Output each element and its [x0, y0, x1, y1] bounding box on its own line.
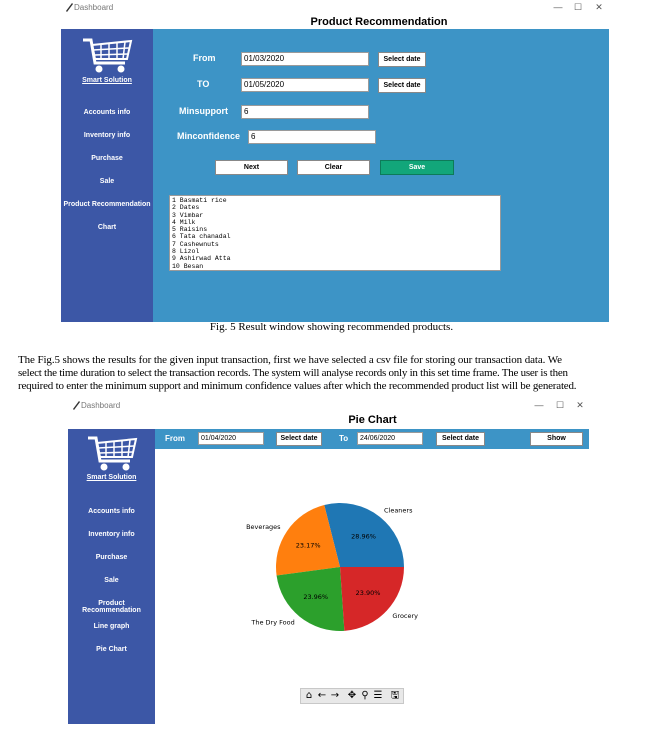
recommendation-list[interactable]	[169, 195, 501, 271]
paragraph-line: The Fig.5 shows the results for the given input transaction, first we have selected a csv file for storing our transaction data. We	[18, 354, 562, 366]
close-button[interactable]: ✕	[576, 400, 584, 410]
configure-subplots-icon[interactable]: ☰	[373, 690, 383, 701]
to-select-date-button[interactable]: Select date	[378, 78, 426, 93]
list-item: 7 Cashewnuts	[172, 240, 219, 248]
paragraph-line: select the time duration to select the transaction records. The system will analyse records only in this set time frame. The user is then	[18, 367, 568, 379]
minimize-button[interactable]: —	[534, 400, 544, 410]
nav-product-recommendation[interactable]: Product Recommendation	[82, 600, 141, 614]
minconfidence-field[interactable]: 6	[248, 130, 376, 144]
nav-product-recommendation[interactable]: Product Recommendation	[63, 201, 151, 208]
nav-chart[interactable]: Chart	[97, 224, 117, 231]
page-title: Product Recommendation	[310, 16, 448, 28]
zoom-icon[interactable]: ⚲	[361, 690, 369, 701]
slice-category-label: Beverages	[246, 522, 281, 531]
home-icon[interactable]: ⌂	[305, 690, 313, 701]
minconfidence-label: Minconfidence	[177, 131, 241, 141]
forward-arrow-icon[interactable]: →	[330, 690, 340, 701]
next-button[interactable]: Next	[215, 160, 288, 175]
nav-inventory-info[interactable]: Inventory info	[88, 531, 135, 538]
window-title: Dashboard	[81, 401, 121, 410]
list-item: 6 Tata chanadal	[172, 233, 231, 241]
pie-chart-window	[66, 398, 589, 724]
brand-label: Smart Solution	[82, 77, 132, 84]
save-icon[interactable]: 🖫	[390, 690, 400, 701]
close-button[interactable]: ✕	[595, 2, 603, 12]
from-date-field[interactable]: 01/04/2020	[198, 432, 264, 445]
nav-sale[interactable]: Sale	[104, 577, 119, 584]
back-arrow-icon[interactable]: ←	[317, 690, 327, 701]
maximize-button[interactable]: ☐	[555, 400, 565, 410]
list-item: 3 Vimbar	[172, 211, 204, 219]
from-select-date-button[interactable]: Select date	[276, 432, 322, 446]
from-label: From	[193, 53, 216, 63]
window-titlebar	[66, 398, 589, 414]
to-date-field[interactable]: 24/06/2020	[357, 432, 423, 445]
window-title: Dashboard	[74, 3, 114, 12]
slice-percent-label: 23.90%	[355, 589, 381, 598]
pie-chart	[226, 473, 476, 653]
minsupport-label: Minsupport	[179, 106, 228, 116]
nav-purchase[interactable]: Purchase	[91, 155, 123, 162]
slice-category-label: Grocery	[392, 611, 419, 620]
date-toolbar	[155, 429, 589, 449]
from-label: From	[165, 434, 185, 443]
main-panel	[153, 29, 609, 322]
feather-icon	[64, 2, 74, 13]
to-select-date-button[interactable]: Select date	[436, 432, 485, 446]
slice-category-label: Cleaners	[383, 506, 413, 515]
figure-caption: Fig. 5 Result window showing recommended products.	[209, 321, 454, 333]
clear-button[interactable]: Clear	[297, 160, 370, 175]
show-button[interactable]: Show	[530, 432, 583, 446]
to-label: To	[339, 434, 349, 443]
nav-pie-chart[interactable]: Pie Chart	[96, 646, 127, 653]
shopping-cart-icon	[86, 433, 140, 473]
list-item: 8 Lizol	[172, 248, 200, 256]
nav-purchase[interactable]: Purchase	[95, 554, 128, 561]
from-select-date-button[interactable]: Select date	[378, 52, 426, 67]
from-date-field[interactable]: 01/03/2020	[241, 52, 369, 66]
pan-icon[interactable]: ✥	[347, 690, 357, 701]
slice-percent-label: 28.96%	[351, 532, 376, 541]
maximize-button[interactable]: ☐	[573, 2, 583, 12]
save-button[interactable]: Save	[380, 160, 454, 175]
slice-category-label: The Dry Food	[251, 618, 295, 627]
sidebar	[68, 429, 155, 724]
slice-percent-label: 23.17%	[295, 541, 321, 550]
page-title: Pie Chart	[348, 414, 397, 426]
nav-inventory-info[interactable]: Inventory info	[83, 132, 131, 139]
minimize-button[interactable]: —	[553, 2, 563, 12]
body-paragraph	[18, 354, 648, 393]
nav-accounts-info[interactable]: Accounts info	[88, 508, 135, 515]
nav-sale[interactable]: Sale	[99, 178, 115, 185]
to-date-field[interactable]: 01/05/2020	[241, 78, 369, 92]
shopping-cart-icon	[81, 35, 135, 75]
pie-slice-grocery	[340, 567, 404, 631]
paragraph-line: required to enter the minimum support and minimum confidence values after which the recommended product list will be generated.	[18, 380, 577, 392]
feather-icon	[71, 400, 81, 411]
list-item: 9 Ashirwad Atta	[172, 255, 231, 263]
list-item: 1 Basmati rice	[172, 197, 227, 204]
list-item: 4 Milk	[172, 218, 196, 226]
slice-percent-label: 23.96%	[303, 592, 329, 601]
window-titlebar	[59, 0, 609, 16]
list-item: 5 Raisins	[172, 226, 208, 234]
brand-label: Smart Solution	[86, 474, 137, 481]
list-item: 2 Dates	[172, 204, 200, 212]
nav-accounts-info[interactable]: Accounts info	[83, 109, 131, 116]
matplotlib-toolbar	[300, 688, 404, 704]
minsupport-field[interactable]: 6	[241, 105, 369, 119]
nav-line-graph[interactable]: Line graph	[93, 623, 130, 630]
sidebar	[61, 29, 153, 322]
product-recommendation-window	[59, 0, 609, 322]
list-item: 10 Besan	[172, 262, 204, 270]
to-label: TO	[197, 79, 210, 89]
